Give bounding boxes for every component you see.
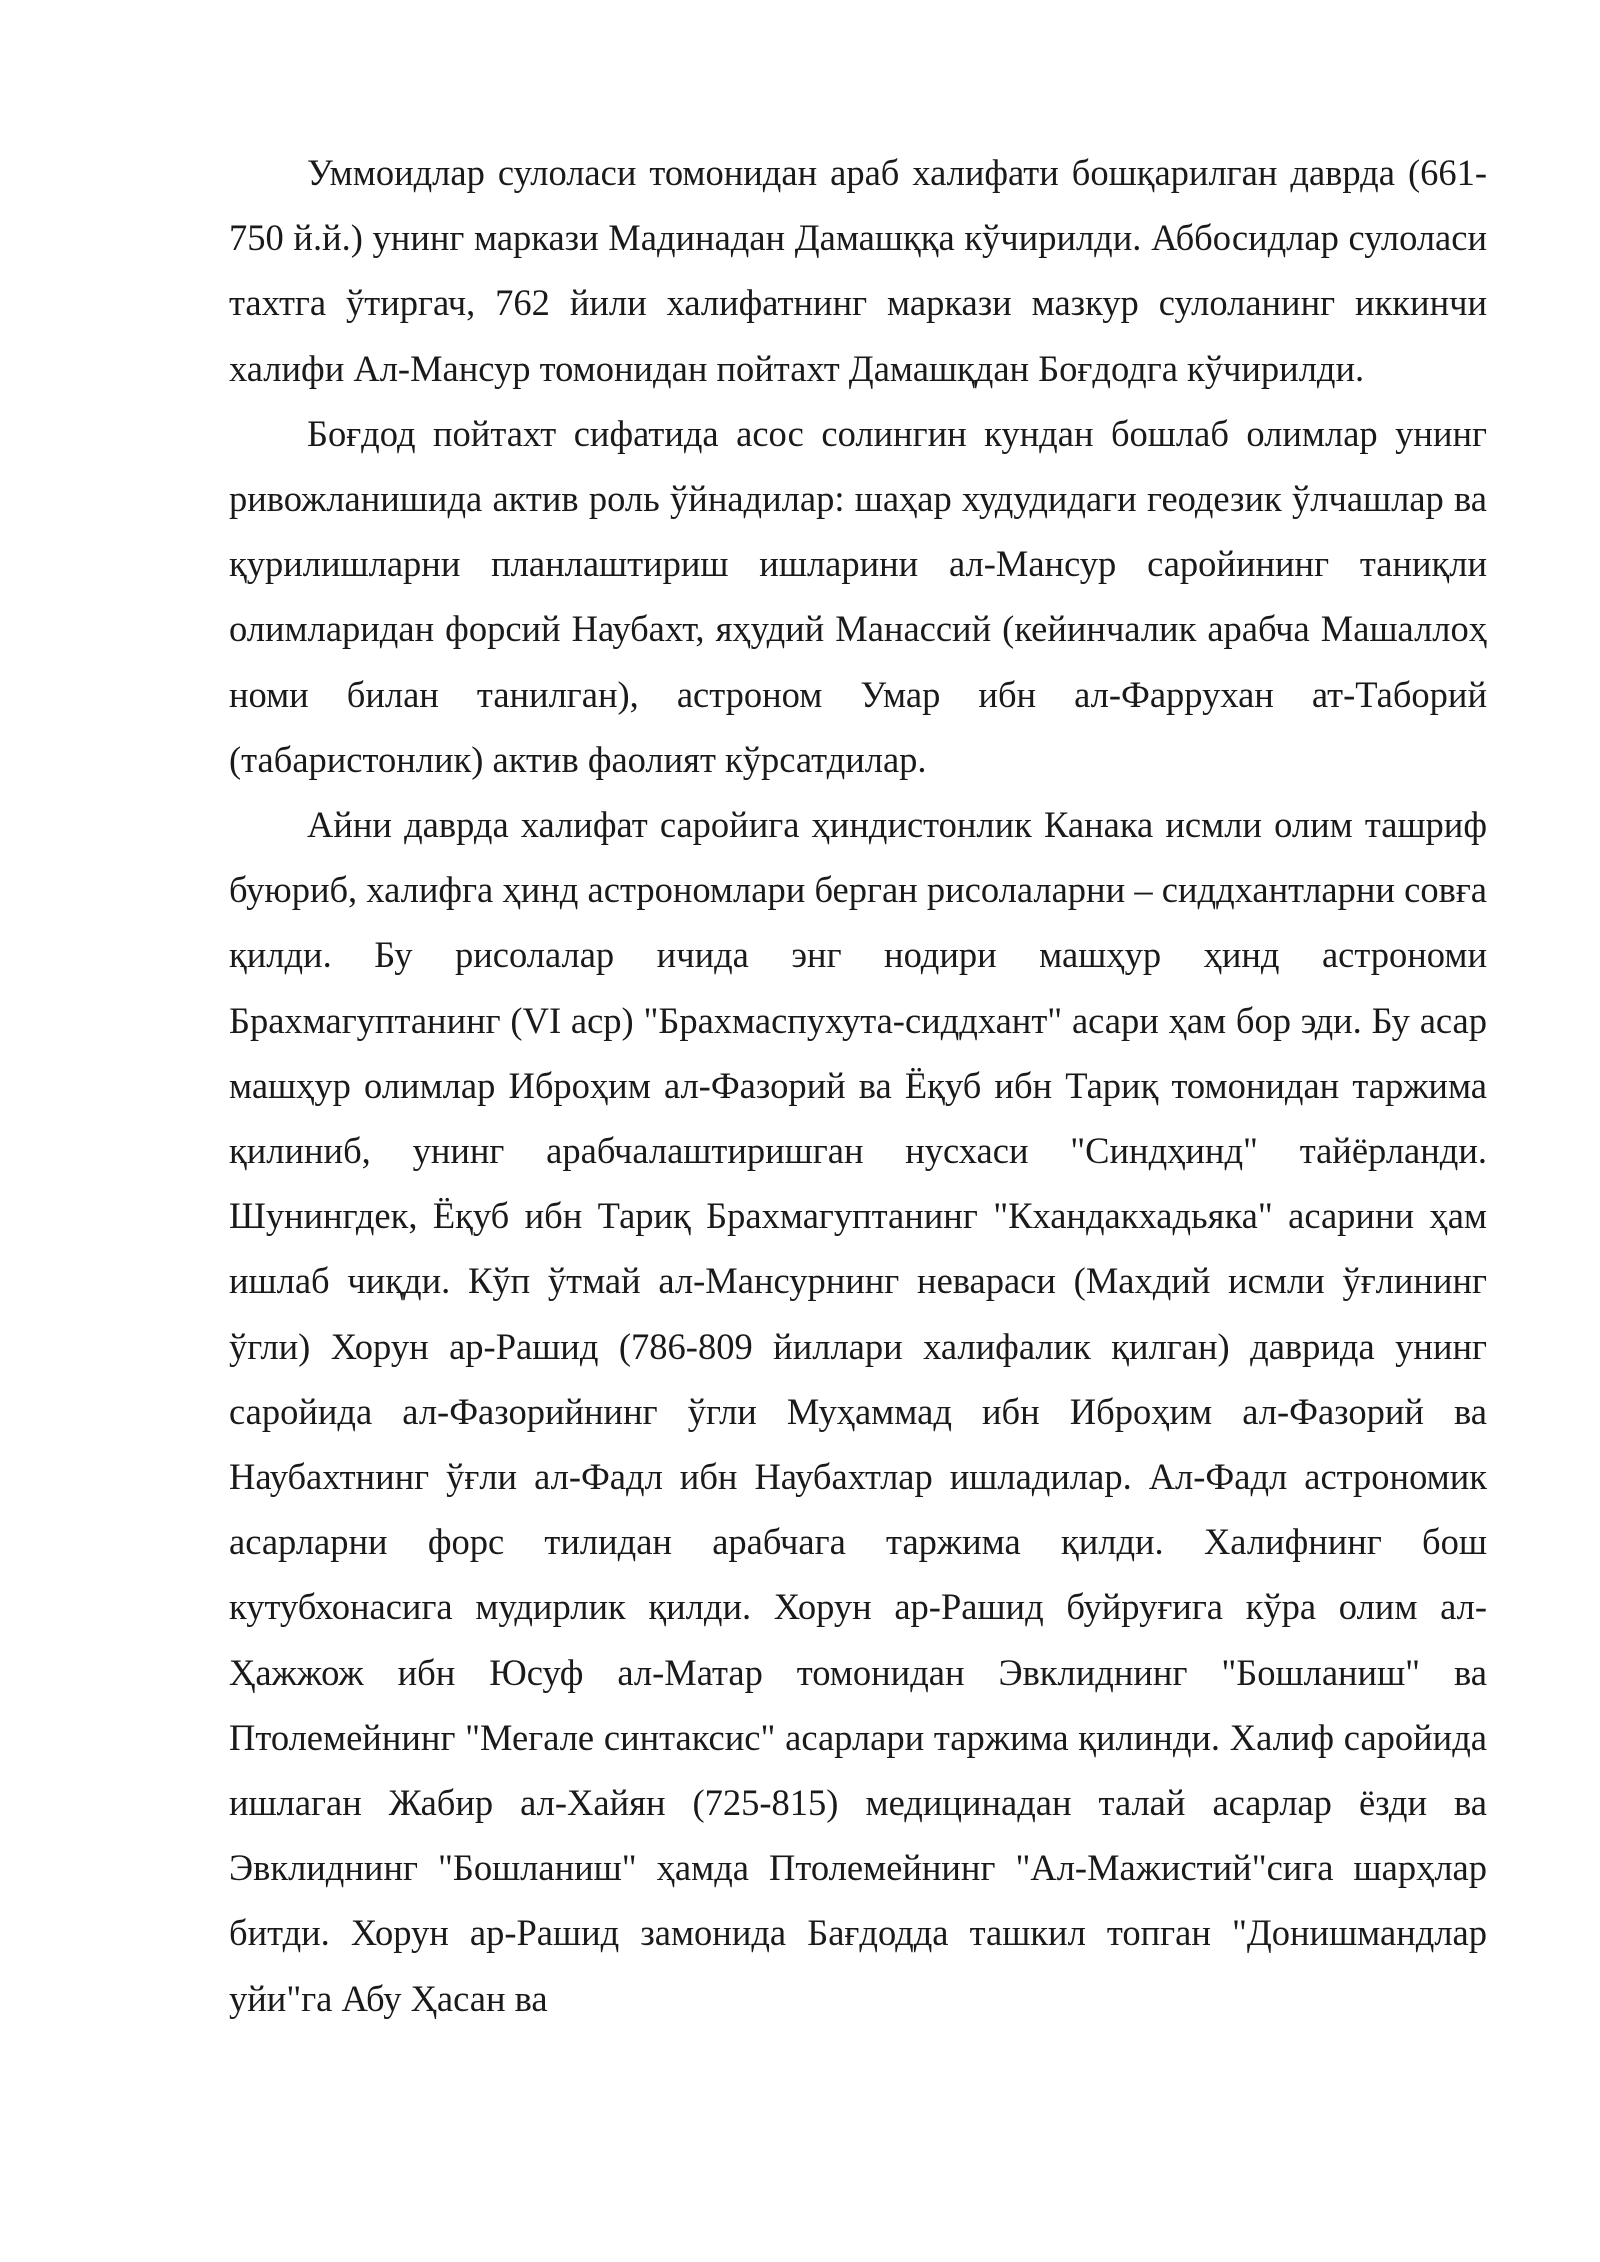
paragraph-2: Боғдод пойтахт сифатида асос солингин кундан бошлаб олимлар унинг ривожланишида актив роль ўйнадилар: шаҳар худудидаги геодезик ўлчашлар ва қурилишларни планлаштириш ишларини ал-Мансур саройининг таниқли олимларидан форсий Наубахт, яҳудий Манассий (кейинчалик арабча Машаллоҳ номи билан танилган), астроном Умар ибн ал-Фаррухан ат-Таборий (табаристонлик) актив фаолият кўрсатдилар. [229, 412, 1487, 780]
document-body [229, 140, 1487, 2031]
paragraph-1: Уммоидлар сулоласи томонидан араб халифати бошқарилган даврда (661-750 й.й.) унинг маркази Мадинадан Дамашққа кўчирилди. Аббосидлар сулоласи тахтга ўтиргач, 762 йили халифатнинг маркази мазкур сулоланинг иккинчи халифи Ал-Мансур томонидан пойтахт Дамашқдан Боғдодга кўчирилди. [229, 152, 1487, 389]
paragraph-3: Айни даврда халифат саройига ҳиндистонлик Канака исмли олим ташриф буюриб, халифга ҳинд астрономлари берган рисолаларни – сиддхантларни совға қилди. Бу рисолалар ичида энг нодири машҳур ҳинд астрономи Брахмагуптанинг (VI аср) "Брахмаспухута-сиддхант" асари ҳам бор эди. Бу асар машҳур олимлар Иброҳим ал-Фазорий ва Ёқуб ибн Тариқ томонидан таржима қилиниб, унинг арабчалаштиришган нусхаси "Синдҳинд" тайёрланди. Шунингдек, Ёқуб ибн Тариқ Брахмагуптанинг "Кхандакхадьяка" асарини ҳам ишлаб чиқди. Кўп ўтмай ал-Мансурнинг невараси (Махдий исмли ўғлининг ўгли) Хорун ар-Рашид (786-809 йиллари халифалик қилган) даврида унинг саройида ал-Фазорийнинг ўгли Муҳаммад ибн Иброҳим ал-Фазорий ва Наубахтнинг ўғли ал-Фадл ибн Наубахтлар ишладилар. Ал-Фадл астрономик асарларни форс тилидан арабчага таржима қилди. Халифнинг бош кутубхонасига мудирлик қилди. Хорун ар-Рашид буйруғига кўра олим ал-Ҳажжож ибн Юсуф ал-Матар томонидан Эвклиднинг "Бошланиш" ва Птолемейнинг "Мегале синтаксис" асарлари таржима қилинди. Халиф саройида ишлаган Жабир ал-Хайян (725-815) медицинадан талай асарлар ёзди ва Эвклиднинг "Бошланиш" ҳамда Птолемейнинг "Ал-Мажистий"сига шарҳлар битди. Хорун ар-Рашид замонида Бағдодда ташкил топган "Донишмандлар уйи"га Абу Ҳасан ва [229, 804, 1487, 2019]
